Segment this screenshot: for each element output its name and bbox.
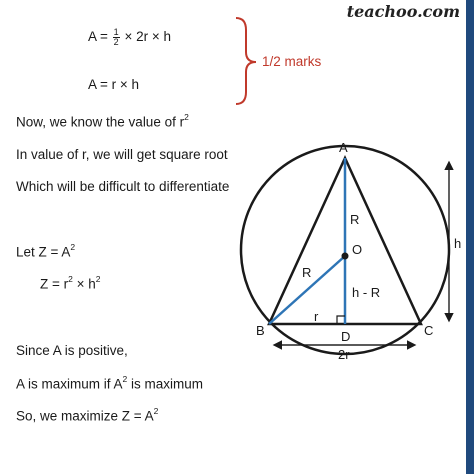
half-base-r-label: r [314,309,319,324]
maximize-line-sup: 2 [153,406,159,416]
z-eq-sup1: 2 [68,274,73,284]
max-line-a: A is maximum if A [16,376,123,392]
vertex-b-label: B [256,323,265,338]
let-z-text: Let Z = A [16,244,71,260]
maximize-line-a: So, we maximize Z = A [16,408,154,424]
radius-slant-label: R [302,265,312,280]
difficult-line: Which will be difficult to differentiate [16,179,230,194]
z-eq-part-b: × h [72,276,96,292]
teachoo-logo: teachoo.com [346,2,460,21]
sqrt-line: In value of r, we will get square root [16,147,228,162]
equation-rhs: × 2r × h [124,29,171,45]
height-h-label: h [454,236,462,251]
max-line-b: is maximum [127,376,204,392]
center-dot [342,253,349,260]
now-line-text: Now, we know the value of r [16,114,185,130]
z-eq-sup2: 2 [95,274,101,284]
center-o-label: O [352,242,363,257]
base-2r-label: 2r [338,347,350,362]
fraction-denominator: 2 [113,37,119,47]
max-line-sup: 2 [122,374,128,384]
h-minus-r-label: h - R [352,285,381,300]
radius-vertical-label: R [350,212,360,227]
z-eq-part-a: Z = r [40,276,69,292]
equation-area-rh: A = r × h [88,77,140,92]
equation-lhs: A = [88,29,112,45]
point-d-label: D [341,329,351,344]
vertex-c-label: C [424,323,434,338]
let-z-sup: 2 [70,242,76,252]
vertex-a-label: A [339,140,348,155]
marks-label: 1/2 marks [262,54,322,69]
now-line-sup: 2 [184,112,189,122]
fraction-numerator: 1 [113,27,119,37]
marks-brace-icon [236,18,256,104]
positive-line: Since A is positive, [16,343,128,358]
